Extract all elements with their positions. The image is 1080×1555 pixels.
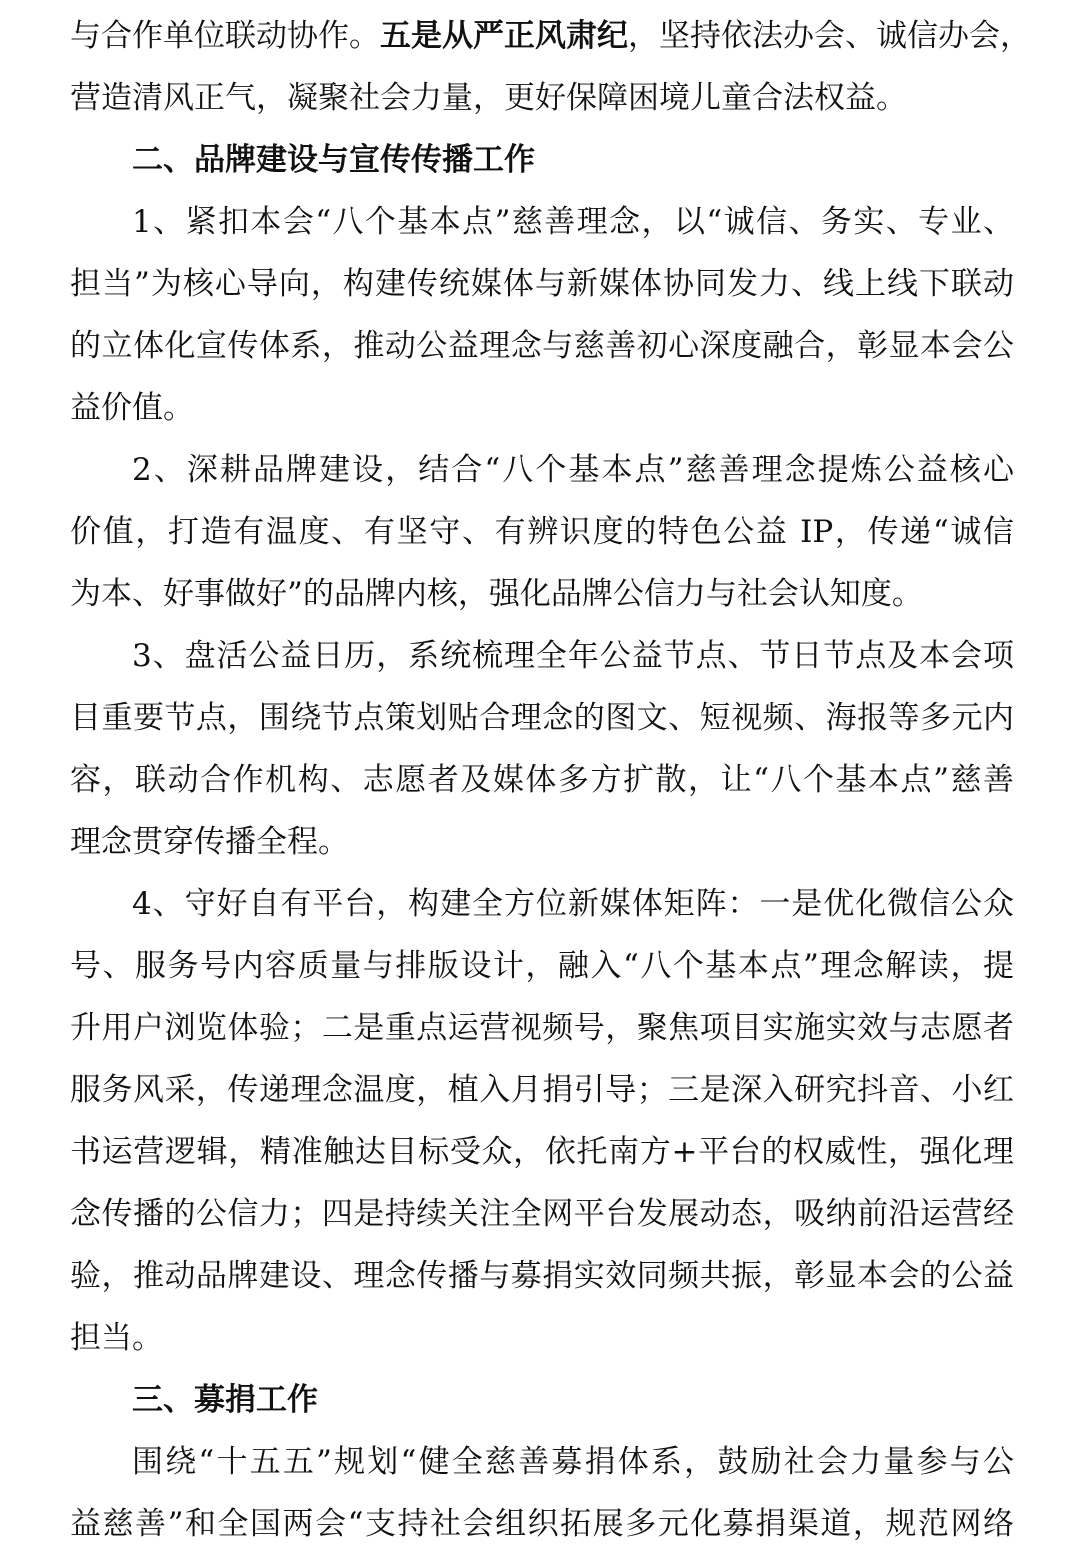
para-3-line-4: 理念贯穿传播全程。 [70, 824, 349, 860]
intro-line-2: 营造清风正气，凝聚社会力量，更好保障困境儿童合法权益。 [70, 80, 907, 116]
para-1-line-2: 担当”为核心导向，构建传统媒体与新媒体协同发力、线上线下联动 [70, 266, 1014, 302]
intro-text-a: 与合作单位联动协作。 [70, 18, 380, 54]
para-2-line-2: 价值，打造有温度、有坚守、有辨识度的特色公益 IP，传递“诚信 [70, 514, 1014, 550]
section-heading-2: 二、品牌建设与宣传传播工作 [132, 142, 535, 178]
para-4-line-7: 验，推动品牌建设、理念传播与募捐实效同频共振，彰显本会的公益 [70, 1258, 1014, 1294]
para-4-line-5: 书运营逻辑，精准触达目标受众，依托南方+平台的权威性，强化理 [70, 1134, 1014, 1170]
intro-text-c: ，坚持依法办会、诚信办会， [628, 18, 1031, 54]
para-5-line-2: 益慈善”和全国两会“支持社会组织拓展多元化募捐渠道，规范网络 [70, 1506, 1014, 1542]
para-4-line-3: 升用户浏览体验；二是重点运营视频号，聚焦项目实施实效与志愿者 [70, 1010, 1014, 1046]
para-1-line-3: 的立体化宣传体系，推动公益理念与慈善初心深度融合，彰显本会公 [70, 328, 1014, 364]
para-4-line-2: 号、服务号内容质量与排版设计，融入“八个基本点”理念解读，提 [70, 948, 1014, 984]
para-2-line-3: 为本、好事做好”的品牌内核，强化品牌公信力与社会认知度。 [70, 576, 923, 612]
para-4-line-6: 念传播的公信力；四是持续关注全网平台发展动态，吸纳前沿运营经 [70, 1196, 1014, 1232]
para-1-line-4: 益价值。 [70, 390, 194, 426]
para-1-line-1: 1、紧扣本会“八个基本点”慈善理念，以“诚信、务实、专业、 [132, 204, 1014, 240]
para-3-line-2: 目重要节点，围绕节点策划贴合理念的图文、短视频、海报等多元内 [70, 700, 1014, 736]
para-4-line-8: 担当。 [70, 1320, 163, 1356]
para-4-line-4: 服务风采，传递理念温度，植入月捐引导；三是深入研究抖音、小红 [70, 1072, 1014, 1108]
para-3-line-1: 3、盘活公益日历，系统梳理全年公益节点、节日节点及本会项 [132, 638, 1014, 674]
intro-bold-phrase: 五是从严正风肃纪 [380, 18, 628, 54]
para-3-line-3: 容，联动合作机构、志愿者及媒体多方扩散，让“八个基本点”慈善 [70, 762, 1014, 798]
para-5-line-1: 围绕“十五五”规划“健全慈善募捐体系，鼓励社会力量参与公 [132, 1444, 1014, 1480]
para-4-line-1: 4、守好自有平台，构建全方位新媒体矩阵：一是优化微信公众 [132, 886, 1014, 922]
para-2-line-1: 2、深耕品牌建设，结合“八个基本点”慈善理念提炼公益核心 [132, 452, 1014, 488]
intro-line-1 [70, 5, 1031, 67]
section-heading-3: 三、募捐工作 [132, 1382, 318, 1418]
